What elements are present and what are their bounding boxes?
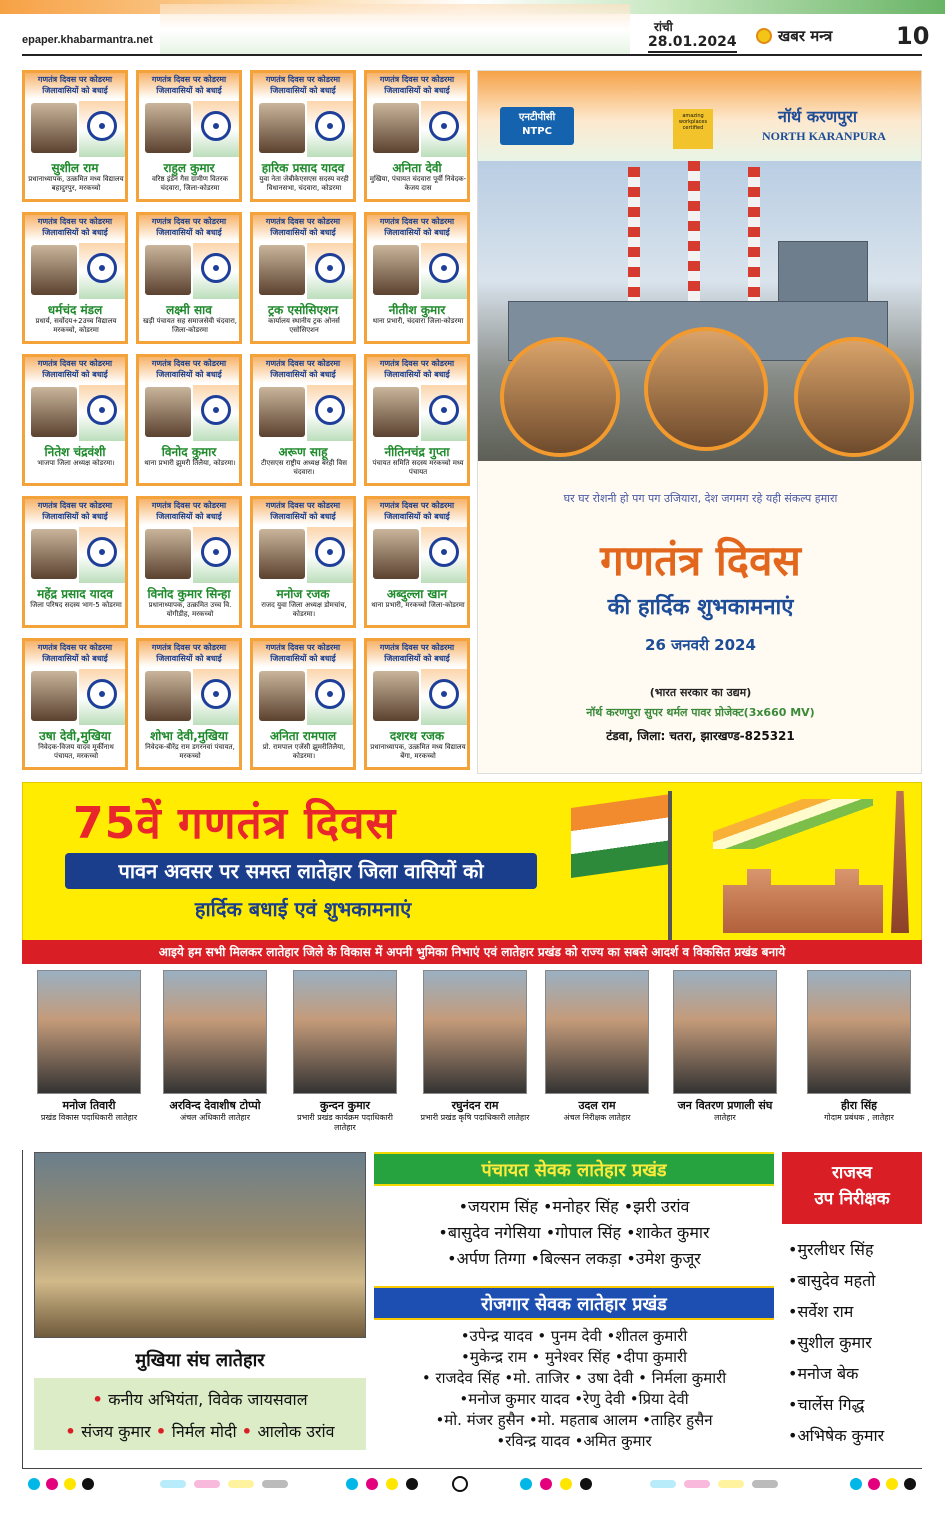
list-item: •रविन्द्र यादव •अमित कुमार bbox=[496, 1432, 652, 1450]
community-photo-1 bbox=[500, 337, 620, 457]
ashoka-chakra-icon bbox=[315, 679, 345, 709]
national-flag-icon bbox=[571, 794, 671, 878]
greeting-card bbox=[364, 212, 470, 344]
list-item: •उपेन्द्र यादव • पुनम देवी •शीतल कुमारी bbox=[460, 1327, 688, 1345]
official-profile bbox=[34, 970, 144, 1123]
official-photo bbox=[37, 970, 141, 1094]
greeting-card bbox=[250, 638, 356, 770]
greeting-card bbox=[136, 638, 242, 770]
ntpc-logo-hindi: एनटीपीसी bbox=[518, 112, 556, 123]
ashoka-chakra-icon bbox=[201, 111, 231, 141]
cyan-dot-icon bbox=[850, 1478, 862, 1490]
card-header: गणतंत्र दिवस पर कोडरमा जिलावासियों को बधाई bbox=[25, 641, 125, 667]
greeting-card bbox=[136, 354, 242, 486]
portrait-photo bbox=[31, 671, 77, 721]
card-role: वरिष्ठ इंडेन गैस ग्रामीण वितरक चंदवारा, जिला-कोडरमा bbox=[151, 175, 229, 192]
official-profile bbox=[160, 970, 270, 1123]
greeting-card bbox=[250, 354, 356, 486]
tint-bar bbox=[228, 1480, 254, 1488]
portrait-photo bbox=[145, 529, 191, 579]
rozgar-sevak-box bbox=[374, 1286, 774, 1466]
official-profile bbox=[542, 970, 652, 1123]
card-name: मनोज रजक bbox=[276, 587, 330, 601]
card-name: ट्रक एसोसिएशन bbox=[268, 303, 338, 317]
cyan-dot-icon bbox=[520, 1478, 532, 1490]
mukhiya-sangh-title: मुखिया संघ लातेहार bbox=[135, 1350, 265, 1371]
official-profile bbox=[670, 970, 780, 1123]
list-item: •जयराम सिंह •मनोहर सिंह •झरी उरांव bbox=[458, 1197, 690, 1216]
tint-bar bbox=[684, 1480, 710, 1488]
list-item: • राजदेव सिंह •मो. ताजिर • उषा देवी • निर्मला कुमारी bbox=[421, 1369, 727, 1387]
member-name: संजय कुमार bbox=[81, 1422, 151, 1441]
brand-name: खबर मन्त्र bbox=[778, 27, 833, 45]
ashoka-chakra-icon bbox=[87, 111, 117, 141]
region-name-english: NORTH KARANPURA bbox=[762, 129, 886, 143]
card-header: गणतंत्र दिवस पर कोडरमा जिलावासियों को बधाई bbox=[367, 215, 467, 241]
magenta-dot-icon bbox=[366, 1478, 378, 1490]
members-line bbox=[34, 1420, 366, 1442]
bullet-icon: • bbox=[65, 1422, 82, 1441]
card-name: राहुल कुमार bbox=[163, 161, 215, 175]
card-header: गणतंत्र दिवस पर कोडरमा जिलावासियों को बधाई bbox=[253, 73, 353, 99]
ntpc-date: 26 जनवरी 2024 bbox=[645, 636, 756, 654]
flag-pole bbox=[668, 791, 672, 941]
list-item: •सुशील कुमार bbox=[788, 1333, 872, 1352]
greeting-card bbox=[136, 496, 242, 628]
engineers-box bbox=[34, 1378, 366, 1450]
card-name: विनोद कुमार सिन्हा bbox=[147, 587, 231, 601]
card-header: गणतंत्र दिवस पर कोडरमा जिलावासियों को बधाई bbox=[253, 357, 353, 383]
official-name: उदल राम bbox=[578, 1099, 616, 1112]
member-name: निर्मल मोदी bbox=[171, 1422, 237, 1441]
portrait-photo bbox=[373, 103, 419, 153]
edition-city: रांची bbox=[654, 20, 673, 34]
official-name: जन वितरण प्रणाली संघ bbox=[677, 1099, 773, 1112]
card-role: राजद युवा जिला अध्यक्ष डोमचांच, कोडरमा। bbox=[261, 601, 347, 618]
ntpc-advertisement bbox=[477, 70, 922, 774]
portrait-photo bbox=[31, 529, 77, 579]
power-plant-photo bbox=[478, 161, 922, 461]
card-header: गणतंत्र दिवस पर कोडरमा जिलावासियों को बधाई bbox=[367, 73, 467, 99]
list-item: •बासुदेव नगेसिया •गोपाल सिंह •शाकेत कुमार bbox=[438, 1223, 710, 1242]
red-fort-icon bbox=[723, 853, 883, 933]
rajasv-list bbox=[782, 1224, 922, 1451]
official-role: लातेहार bbox=[714, 1113, 736, 1122]
portrait-photo bbox=[259, 387, 305, 437]
ashoka-chakra-icon bbox=[315, 111, 345, 141]
card-name: महेंद्र प्रसाद यादव bbox=[37, 587, 113, 601]
print-registration-marks bbox=[0, 1474, 945, 1494]
ashoka-chakra-icon bbox=[87, 537, 117, 567]
ntpc-logo bbox=[500, 107, 574, 145]
card-name: दशरथ रजक bbox=[389, 729, 445, 743]
official-photo bbox=[545, 970, 649, 1094]
card-role: भाजपा जिला अध्यक्ष कोडरमा। bbox=[37, 459, 115, 467]
bullet-icon: • bbox=[241, 1422, 258, 1441]
rozgar-title: रोजगार सेवक लातेहार प्रखंड bbox=[374, 1286, 774, 1320]
card-role: थाना प्रभारी, मरकच्चो जिला-कोडरमा bbox=[371, 601, 465, 609]
tint-bar bbox=[650, 1480, 676, 1488]
ashoka-chakra-icon bbox=[315, 395, 345, 425]
appeal-strip: आइये हम सभी मिलकर लातेहार जिले के विकास में अपनी भुमिका निभाएं एवं लातेहार प्रखंड को राज्य का सबसे आदर्श व विकसित प्रखंड बनाये bbox=[22, 940, 922, 964]
bottom-rule bbox=[22, 1468, 922, 1469]
portrait-photo bbox=[31, 245, 77, 295]
rozgar-list bbox=[374, 1320, 774, 1452]
card-header: गणतंत्र दिवस पर कोडरमा जिलावासियों को बधाई bbox=[253, 215, 353, 241]
bullet-icon: • bbox=[155, 1422, 172, 1441]
ashoka-chakra-icon bbox=[429, 679, 459, 709]
portrait-photo bbox=[259, 529, 305, 579]
card-name: नितेश चंद्रवंशी bbox=[44, 445, 106, 459]
community-photo-3 bbox=[794, 337, 914, 457]
banner-title: 75वें गणतंत्र दिवस bbox=[73, 798, 397, 849]
card-header: गणतंत्र दिवस पर कोडरमा जिलावासियों को बधाई bbox=[25, 73, 125, 99]
card-header: गणतंत्र दिवस पर कोडरमा जिलावासियों को बधाई bbox=[139, 357, 239, 383]
card-role: मुखिया, पंचायत चंदवारा पूर्वी निवेदक- केजय दास bbox=[369, 175, 467, 192]
yellow-dot-icon bbox=[886, 1478, 898, 1490]
card-role: कार्यालय स्थानीय ट्रक ओनर्स एसोसिएशन bbox=[268, 317, 340, 334]
workplace-cert-badge: amazing workplaces certified bbox=[673, 109, 713, 149]
ashoka-chakra-icon bbox=[201, 679, 231, 709]
magenta-dot-icon bbox=[868, 1478, 880, 1490]
greeting-card bbox=[22, 70, 128, 202]
panchayat-sevak-box bbox=[374, 1152, 774, 1282]
official-photo bbox=[163, 970, 267, 1094]
card-name: सुशील राम bbox=[51, 161, 99, 175]
list-item: •अभिषेक कुमार bbox=[788, 1426, 885, 1445]
greeting-card bbox=[22, 212, 128, 344]
greeting-card bbox=[250, 212, 356, 344]
card-header: गणतंत्र दिवस पर कोडरमा जिलावासियों को बधाई bbox=[25, 499, 125, 525]
magenta-dot-icon bbox=[540, 1478, 552, 1490]
card-role: प्रधानाध्यापक, उत्क्रमित मध्य विद्यालय बेंगा, मरकच्चो bbox=[370, 743, 466, 760]
card-header: गणतंत्र दिवस पर कोडरमा जिलावासियों को बधाई bbox=[25, 215, 125, 241]
engineer-name: कनीय अभियंता, विवेक जायसवाल bbox=[108, 1390, 308, 1409]
cyan-dot-icon bbox=[28, 1478, 40, 1490]
official-role: प्रखंड विकास पदाधिकारी लातेहार bbox=[40, 1113, 138, 1122]
official-role: अंचल निरीक्षक लातेहार bbox=[563, 1113, 631, 1122]
greeting-card bbox=[22, 354, 128, 486]
greeting-card bbox=[22, 496, 128, 628]
mukhiya-group-photo bbox=[34, 1152, 366, 1338]
portrait-photo bbox=[145, 671, 191, 721]
card-header: गणतंत्र दिवस पर कोडरमा जिलावासियों को बधाई bbox=[253, 499, 353, 525]
masthead bbox=[0, 0, 945, 62]
cyan-dot-icon bbox=[346, 1478, 358, 1490]
card-header: गणतंत्र दिवस पर कोडरमा जिलावासियों को बधाई bbox=[139, 641, 239, 667]
card-name: उषा देवी,मुखिया bbox=[39, 729, 111, 743]
official-profile bbox=[804, 970, 914, 1123]
tint-bar bbox=[752, 1480, 778, 1488]
official-name: मनोज तिवारी bbox=[62, 1099, 116, 1112]
edition-date: 28.01.2024 bbox=[648, 34, 737, 53]
airshow-jets-icon bbox=[713, 799, 873, 849]
greeting-card bbox=[364, 496, 470, 628]
tint-bar bbox=[262, 1480, 288, 1488]
card-header: गणतंत्र दिवस पर कोडरमा जिलावासियों को बधाई bbox=[367, 499, 467, 525]
card-role: थाना प्रभारी, चंदवारा जिला-कोडरमा bbox=[372, 317, 464, 325]
portrait-photo bbox=[259, 245, 305, 295]
page-number: 10 bbox=[896, 22, 930, 50]
card-role: निवेदक-बीरेंद्र राम डगरनवां पंचायत, मरकच्चो bbox=[145, 743, 235, 760]
rajasv-title-line-1: राजस्व bbox=[831, 1163, 873, 1183]
bullet-icon: • bbox=[92, 1390, 109, 1409]
card-name: लक्ष्मी साव bbox=[166, 303, 212, 317]
card-name: हारिक प्रसाद यादव bbox=[261, 161, 345, 175]
ntpc-address: टंडवा, जिला: चतरा, झारखण्ड-825321 bbox=[606, 729, 795, 743]
ashoka-chakra-icon bbox=[201, 395, 231, 425]
list-item: •मनोज कुमार यादव •रेणु देवी •प्रिया देवी bbox=[459, 1390, 689, 1408]
official-role: अंचल अधिकारी लातेहार bbox=[179, 1113, 250, 1122]
card-header: गणतंत्र दिवस पर कोडरमा जिलावासियों को बधाई bbox=[253, 641, 353, 667]
official-photo bbox=[673, 970, 777, 1094]
card-role: युवा नेता जेबीकेएसएस सदस्य वरही विधानसभा, चंदवारा, कोडरमा bbox=[259, 175, 349, 192]
official-photo bbox=[293, 970, 397, 1094]
card-name: शोभा देवी,मुखिया bbox=[150, 729, 228, 743]
official-role: गोदाम प्रबंधक , लातेहार bbox=[824, 1113, 894, 1122]
portrait-photo bbox=[31, 103, 77, 153]
black-dot-icon bbox=[904, 1478, 916, 1490]
card-name: अब्दुल्ला खान bbox=[386, 587, 448, 601]
ntpc-project-name: नॉर्थ करणपुरा सुपर थर्मल पावर प्रोजेक्ट(3x660 MV) bbox=[586, 706, 815, 719]
card-name: नीतिनचंद्र गुप्ता bbox=[384, 445, 450, 459]
official-name: हीरा सिंह bbox=[841, 1099, 877, 1112]
greeting-card bbox=[364, 70, 470, 202]
ashoka-chakra-icon bbox=[429, 253, 459, 283]
official-name: रघुनंदन राम bbox=[451, 1099, 499, 1112]
list-item: •चार्लेस गिद्ध bbox=[788, 1395, 865, 1414]
site-url[interactable]: epaper.khabarmantra.net bbox=[22, 34, 153, 46]
community-photo-2 bbox=[644, 327, 768, 451]
ashoka-chakra-icon bbox=[429, 111, 459, 141]
ntpc-gov-note: (भारत सरकार का उद्यम) bbox=[649, 686, 752, 699]
ashoka-chakra-icon bbox=[87, 253, 117, 283]
black-dot-icon bbox=[82, 1478, 94, 1490]
card-header: गणतंत्र दिवस पर कोडरमा जिलावासियों को बधाई bbox=[367, 357, 467, 383]
official-name: कुन्दन कुमार bbox=[320, 1099, 370, 1112]
official-role: प्रभारी प्रखंड कार्यक्रम पदाधिकारी लातेहार bbox=[297, 1113, 393, 1132]
official-photo bbox=[423, 970, 527, 1094]
greeting-cards-grid bbox=[22, 70, 470, 774]
panchayat-title: पंचायत सेवक लातेहार प्रखंड bbox=[374, 1152, 774, 1186]
tint-bar bbox=[718, 1480, 744, 1488]
banner-line-1: पावन अवसर पर समस्त लातेहार जिला वासियों को bbox=[65, 853, 537, 889]
portrait-photo bbox=[373, 387, 419, 437]
ashoka-chakra-icon bbox=[87, 679, 117, 709]
black-dot-icon bbox=[580, 1478, 592, 1490]
card-role: टीएसएस राष्ट्रीय अध्यक्ष बरही विस चंदवारा। bbox=[261, 459, 347, 476]
card-name: धर्मचंद मंडल bbox=[47, 303, 103, 317]
panchayat-list bbox=[374, 1186, 774, 1272]
greeting-card bbox=[22, 638, 128, 770]
card-header: गणतंत्र दिवस पर कोडरमा जिलावासियों को बधाई bbox=[139, 215, 239, 241]
portrait-photo bbox=[259, 671, 305, 721]
crosshair-icon bbox=[452, 1476, 468, 1492]
masthead-rule bbox=[22, 54, 922, 56]
official-photo bbox=[807, 970, 911, 1094]
list-item: •अर्पण तिग्गा •बिल्सन लकड़ा •उमेश कुजूर bbox=[447, 1249, 701, 1268]
rajasv-title-line-2: उप निरीक्षक bbox=[814, 1189, 890, 1209]
chimney bbox=[688, 161, 700, 307]
ashoka-chakra-icon bbox=[429, 395, 459, 425]
card-name: अनिता रामपाल bbox=[269, 729, 337, 743]
qutub-minar-icon bbox=[891, 791, 909, 933]
greeting-card bbox=[364, 354, 470, 486]
portrait-photo bbox=[145, 103, 191, 153]
card-role: प्रधानाध्यापक, उत्क्रमित उच्च वि. योगीडीह, मरकच्चो bbox=[148, 601, 232, 618]
chimney bbox=[748, 167, 760, 307]
ntpc-headline: गणतंत्र दिवस bbox=[600, 536, 801, 585]
ashoka-chakra-icon bbox=[87, 395, 117, 425]
card-role: खड़ी पंचायत सह समाजसेवी चंदवारा, जिला-कोडरमा bbox=[142, 317, 238, 334]
list-item: •मो. मंजर हुसैन •मो. महताब आलम •ताहिर हुसैन bbox=[435, 1411, 713, 1429]
ntpc-slogan: घर घर रोशनी हो पग पग उजियारा, देश जगमग रहे यही संकल्प हमारा bbox=[563, 492, 838, 505]
list-item: •मनोज बेक bbox=[788, 1364, 859, 1383]
rajasv-title bbox=[782, 1152, 922, 1224]
official-profile bbox=[290, 970, 400, 1133]
section-divider bbox=[22, 1150, 23, 1468]
card-role: पंचायत समिति सदस्य मरकच्चो मध्य पंचायत bbox=[372, 459, 464, 476]
card-header: गणतंत्र दिवस पर कोडरमा जिलावासियों को बधाई bbox=[367, 641, 467, 667]
official-profile bbox=[420, 970, 530, 1123]
region-name-hindi: नॉर्थ करणपुरा bbox=[778, 107, 857, 126]
tint-bar bbox=[194, 1480, 220, 1488]
card-role: प्रधार्य, सर्वोदय+2उच्च विद्यालय मरकच्चो, कोडरमा bbox=[35, 317, 117, 334]
card-header: गणतंत्र दिवस पर कोडरमा जिलावासियों को बधाई bbox=[139, 73, 239, 99]
magenta-dot-icon bbox=[46, 1478, 58, 1490]
card-name: अनिता देवी bbox=[392, 161, 442, 175]
portrait-photo bbox=[373, 245, 419, 295]
greeting-card bbox=[250, 496, 356, 628]
banner-line-2: हार्दिक बधाई एवं शुभकामनाएं bbox=[194, 897, 412, 921]
ashoka-chakra-icon bbox=[429, 537, 459, 567]
card-role: प्रो. रामपाल एजेंसी झुमरीतिलैया, कोडरमा। bbox=[262, 743, 346, 760]
card-name: विनोद कुमार bbox=[161, 445, 217, 459]
card-role: जिला परिषद सदस्य भाग-5 कोडरमा bbox=[30, 601, 122, 609]
greeting-card bbox=[364, 638, 470, 770]
list-item: •बासुदेव महतो bbox=[788, 1271, 876, 1290]
black-dot-icon bbox=[406, 1478, 418, 1490]
portrait-photo bbox=[259, 103, 305, 153]
ashoka-chakra-icon bbox=[201, 253, 231, 283]
card-name: अरूण साहू bbox=[278, 445, 328, 459]
card-role: थाना प्रभारी झुमरी तिलैया, कोडरमा। bbox=[144, 459, 236, 467]
official-name: अरविन्द देवाशीष टोप्पो bbox=[169, 1099, 261, 1112]
officials-row bbox=[22, 970, 922, 1150]
portrait-photo bbox=[145, 387, 191, 437]
greeting-card bbox=[136, 70, 242, 202]
rajasv-box bbox=[782, 1152, 922, 1462]
greeting-card bbox=[250, 70, 356, 202]
card-role: प्रधानाध्यापक, उत्क्रमित मध्य विद्यालय बहादुरपुर, मरकच्चो bbox=[28, 175, 124, 192]
ntpc-subheadline: की हार्दिक शुभकामनाएं bbox=[607, 595, 794, 620]
list-item: •सर्वेश राम bbox=[788, 1302, 854, 1321]
ashoka-chakra-icon bbox=[315, 537, 345, 567]
greeting-card bbox=[136, 212, 242, 344]
list-item: •मुकेन्द्र राम • मुनेश्वर सिंह •दीपा कुमारी bbox=[460, 1348, 688, 1366]
portrait-photo bbox=[373, 671, 419, 721]
card-header: गणतंत्र दिवस पर कोडरमा जिलावासियों को बधाई bbox=[25, 357, 125, 383]
chimney bbox=[628, 167, 640, 307]
brand-logo-icon bbox=[756, 28, 772, 44]
ashoka-chakra-icon bbox=[201, 537, 231, 567]
portrait-photo bbox=[145, 245, 191, 295]
yellow-dot-icon bbox=[64, 1478, 76, 1490]
official-role: प्रभारी प्रखंड कृषि पदाधिकारी लातेहार bbox=[420, 1113, 530, 1122]
card-header: गणतंत्र दिवस पर कोडरमा जिलावासियों को बधाई bbox=[139, 499, 239, 525]
card-name: नीतीश कुमार bbox=[388, 303, 446, 317]
engineer-line bbox=[34, 1388, 366, 1410]
tint-bar bbox=[160, 1480, 186, 1488]
portrait-photo bbox=[373, 529, 419, 579]
latehar-banner bbox=[22, 782, 922, 942]
portrait-photo bbox=[31, 387, 77, 437]
list-item: •मुरलीधर सिंह bbox=[788, 1240, 874, 1259]
yellow-dot-icon bbox=[386, 1478, 398, 1490]
member-name: आलोक उरांव bbox=[257, 1422, 335, 1441]
ashoka-chakra-icon bbox=[315, 253, 345, 283]
freedom-fighters-illustration bbox=[160, 4, 630, 56]
ntpc-logo-english: NTPC bbox=[522, 126, 552, 137]
card-role: निवेदक-विजय यादव मूर्कीनाथ पंचायत, मरकच्चो bbox=[38, 743, 114, 760]
yellow-dot-icon bbox=[560, 1478, 572, 1490]
